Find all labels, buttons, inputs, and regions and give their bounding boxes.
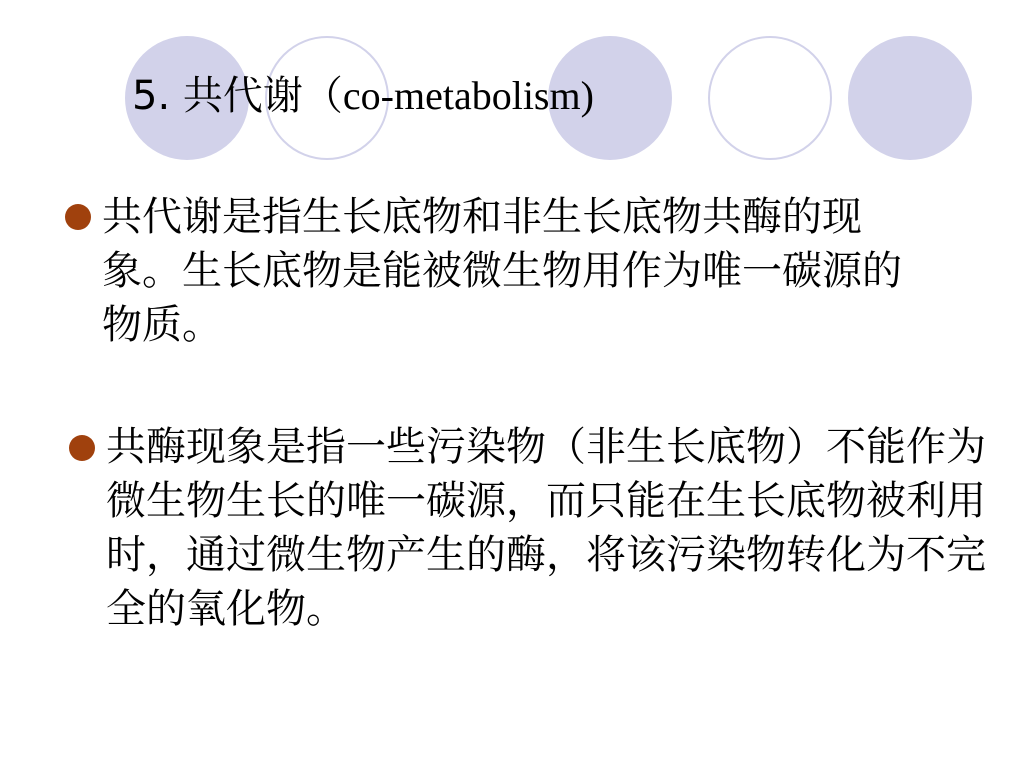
bullet-dot-1 bbox=[65, 204, 91, 230]
bullet-text-1: 共代谢是指生长底物和非生长底物共酶的现象。生长底物是能被微生物用作为唯一碳源的物质。 bbox=[102, 194, 902, 348]
decorative-circle-5 bbox=[848, 36, 972, 160]
title-chinese: 5. 共代谢（ bbox=[132, 73, 343, 119]
title-english: co-metabolism) bbox=[342, 73, 594, 118]
decorative-circle-4 bbox=[708, 36, 832, 160]
bullet-dot-2 bbox=[69, 435, 95, 461]
bullet-text-2: 共酶现象是指一些污染物（非生长底物）不能作为微生物生长的唯一碳源，而只能在生长底物被利用时，通过微生物产生的酶，将该污染物转化为不完全的氧化物。 bbox=[106, 424, 986, 632]
slide-title bbox=[132, 64, 594, 128]
